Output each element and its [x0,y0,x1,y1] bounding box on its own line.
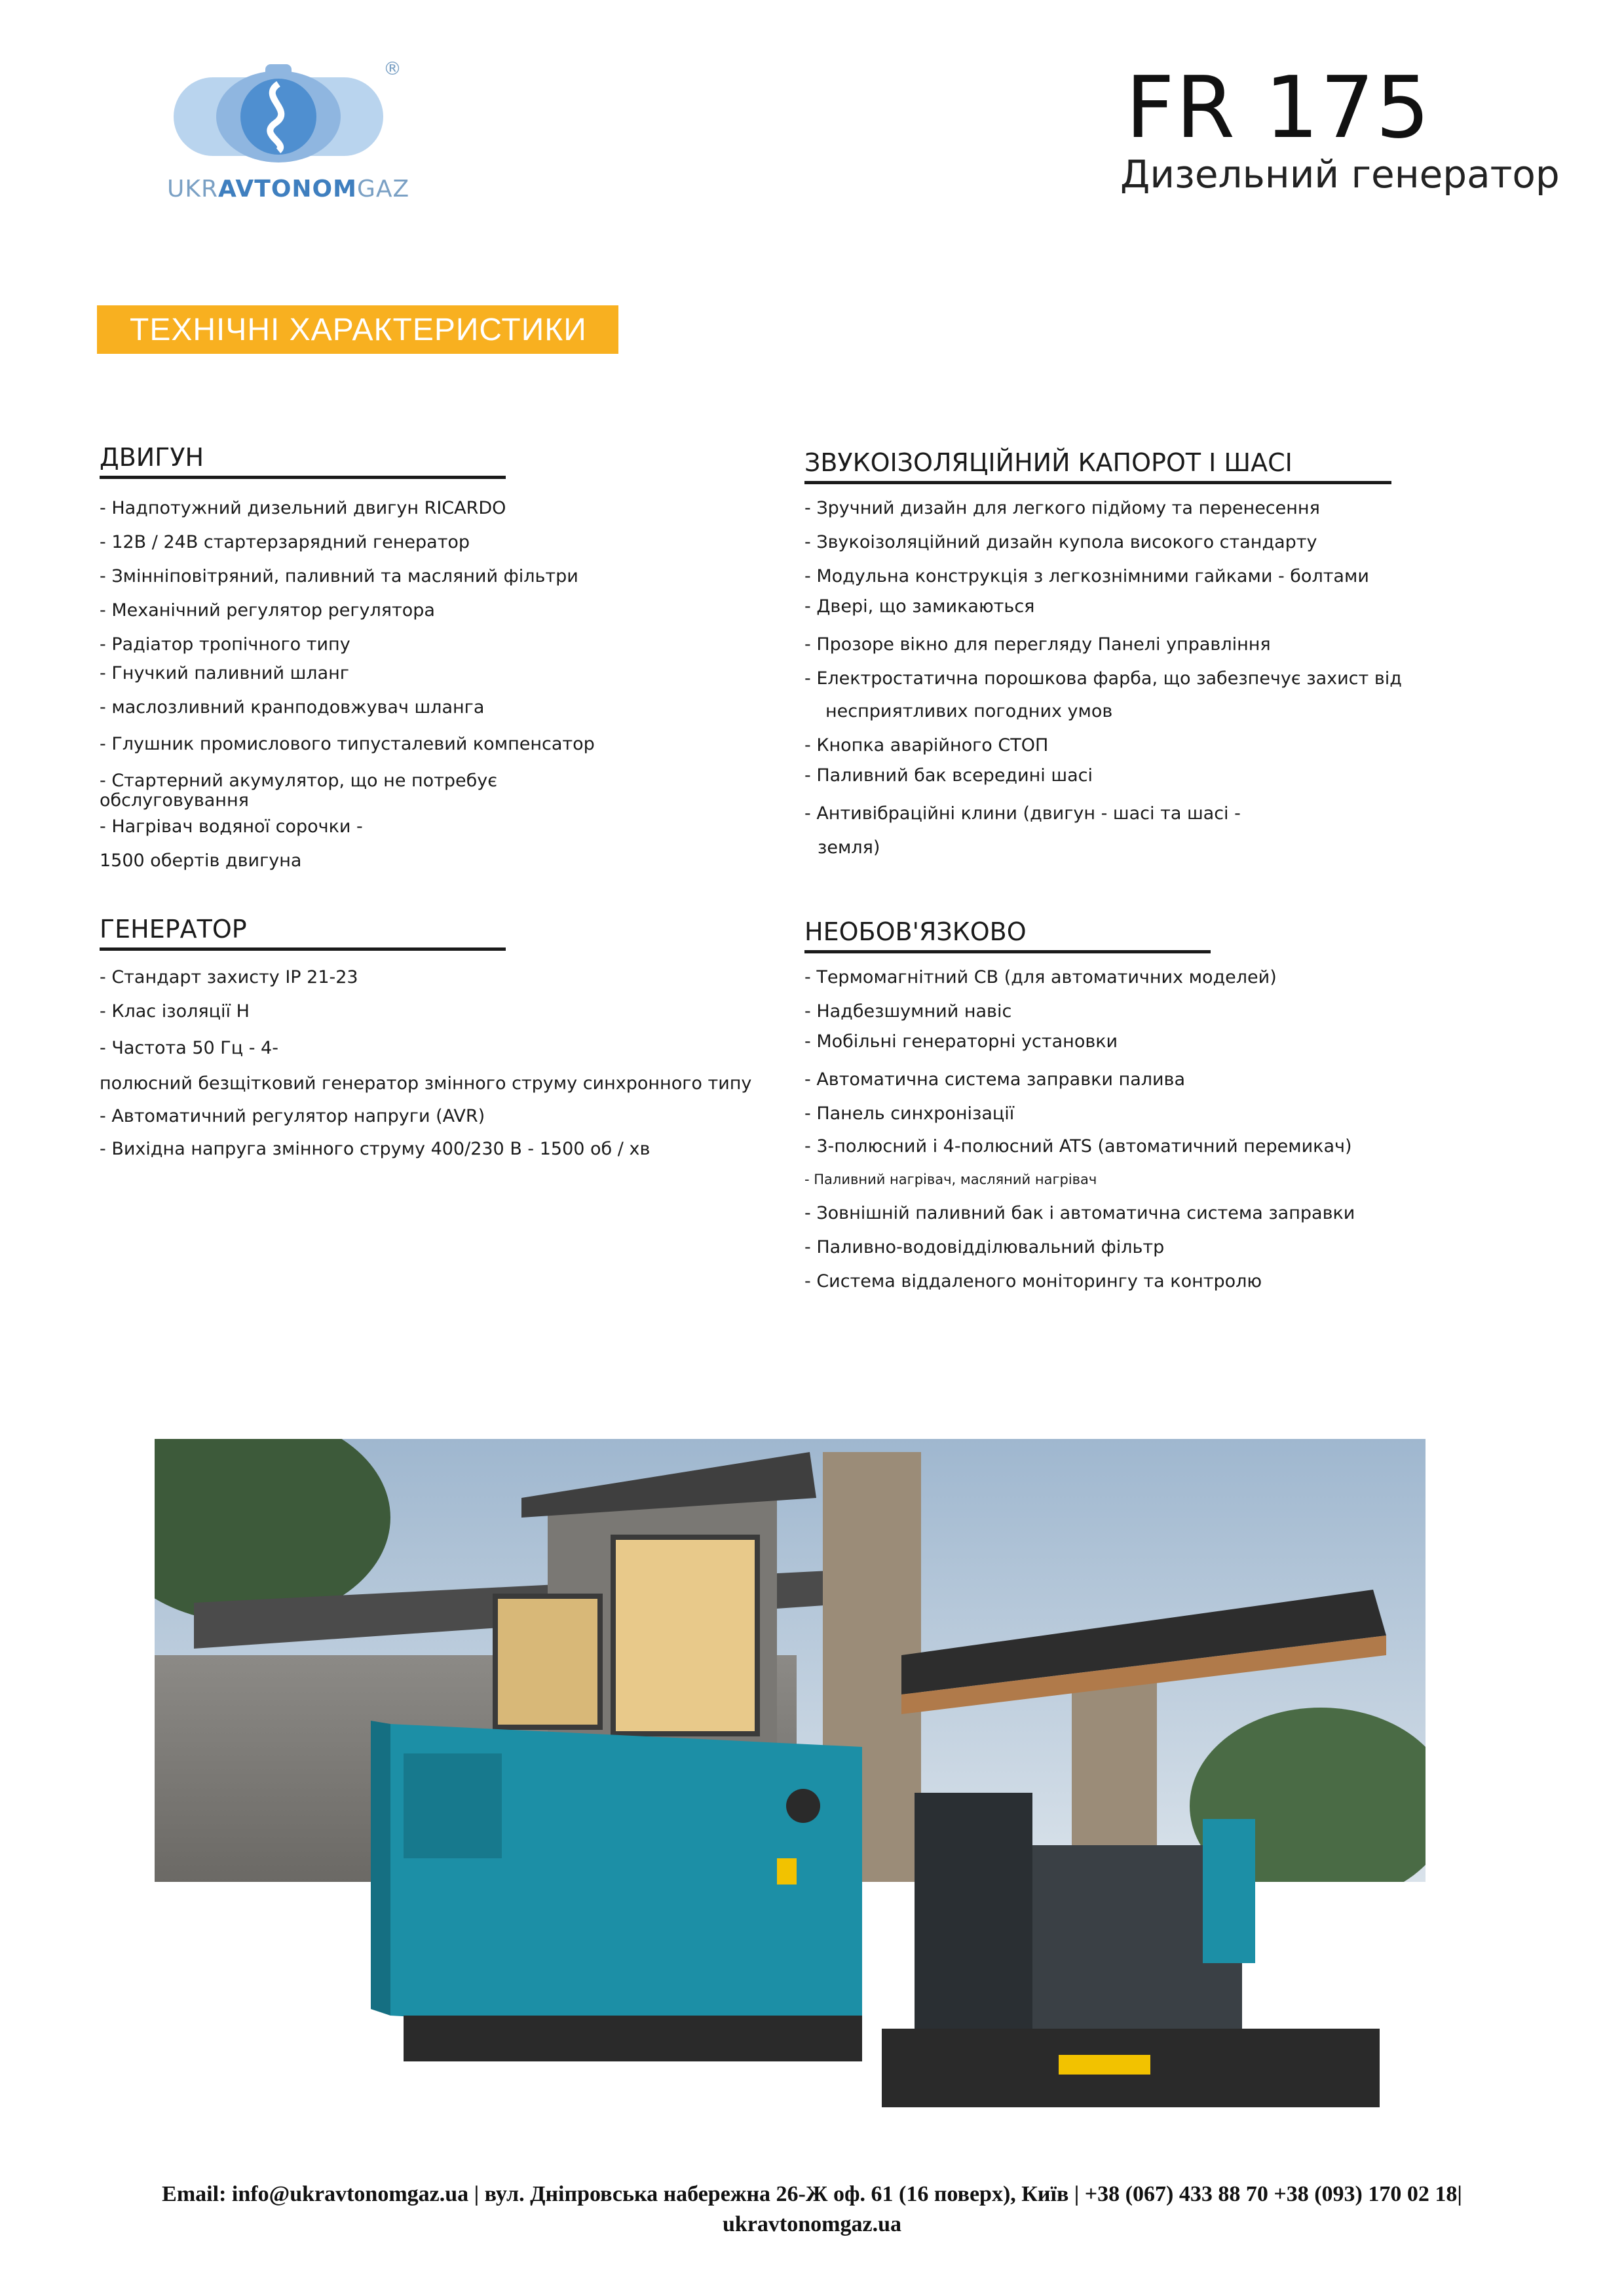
list-item: - Стартерний акумулятор, що не потребує [100,771,498,791]
list-item: - Частота 50 Гц - 4- [100,1038,278,1058]
list-item: - Надпотужний дизельний двигун RICARDO [100,498,506,518]
product-photo [155,1439,1426,2133]
list-item: 1500 обертів двигуна [100,851,302,871]
list-item: - Двері, що замикаються [804,596,1035,617]
optional-heading: НЕОБОВ'ЯЗКОВО [804,917,1027,946]
list-item: - Прозоре вікно для перегляду Панелі управління [804,634,1271,655]
canopy-heading: ЗВУКОІЗОЛЯЦІЙНИЙ КАПОРОТ І ШАСІ [804,448,1293,477]
specs-banner [97,305,618,354]
list-item: полюсний безщітковий генератор змінного струму синхронного типу [100,1073,752,1094]
list-item: - Автоматична система заправки палива [804,1069,1186,1090]
canopy-section [804,448,1391,484]
list-item: - Кнопка аварійного СТОП [804,735,1049,756]
list-item: - Глушник промислового типусталевий компенсатор [100,734,595,754]
list-item: - Мобільні генераторні установки [804,1031,1118,1052]
company-logo [167,58,416,208]
list-item: - маслозливний кранподовжувач шланга [100,697,485,718]
product-subtitle: Дизельний генератор [1120,152,1560,197]
list-item: - Зручний дизайн для легкого підйому та перенесення [804,498,1320,518]
list-item: - Клас ізоляції H [100,1001,250,1022]
generator-heading: ГЕНЕРАТОР [100,915,247,944]
list-item: - Паливний нагрівач, масляний нагрівач [804,1172,1097,1187]
list-item: - Панель синхронізації [804,1103,1015,1124]
footer-website: ukravtonomgaz.ua [723,2212,901,2236]
list-item: - Вихідна напруга змінного струму 400/230 В - 1500 об / хв [100,1139,651,1159]
model-title: FR 175 [1125,58,1431,157]
list-item: - 12В / 24В стартерзарядний генератор [100,532,470,552]
list-item: - Зовнішній паливний бак і автоматична система заправки [804,1203,1355,1223]
list-item: - Радіатор тропічного типу [100,634,350,655]
engine-section [100,443,506,479]
optional-section [804,917,1211,953]
generator-section [100,915,506,951]
list-item: - Антивібраційні клини (двигун - шасі та шасі - [804,803,1241,824]
logo-wordmark: UKRAVTONOMGAZ [167,176,410,202]
footer-contacts: Email: info@ukravtonomgaz.ua | вул. Дніпровська набережна 26-Ж оф. 61 (16 поверх), Київ | +38 (067) 433 88 70 +38 (093) 170 02 18| [162,2182,1462,2206]
list-item: - Механічний регулятор регулятора [100,600,435,621]
list-item: - Автоматичний регулятор напруги (AVR) [100,1106,485,1126]
section-divider [804,481,1391,484]
list-item: - Змінніповітряний, паливний та масляний фільтри [100,566,578,586]
list-item: земля) [818,837,880,858]
section-divider [100,947,506,951]
specs-banner-label: ТЕХНІЧНІ ХАРАКТЕРИСТИКИ [130,313,587,347]
list-item: - 3-полюсний і 4-полюсний ATS (автоматичний перемикач) [804,1136,1352,1157]
list-item: - Звукоізоляційний дизайн купола високого стандарту [804,532,1317,552]
list-item: - Гнучкий паливний шланг [100,663,349,683]
list-item: - Електростатична порошкова фарба, що забезпечує захист від [804,668,1402,689]
engine-heading: ДВИГУН [100,443,204,472]
list-item: - Нагрівач водяної сорочки - [100,816,363,837]
logo-emblem [167,58,416,176]
section-divider [100,476,506,479]
list-item: - Стандарт захисту IP 21-23 [100,967,358,987]
list-item: несприятливих погодних умов [825,701,1113,721]
list-item: - Паливний бак всередині шасі [804,765,1093,786]
registered-mark: ® [383,58,402,79]
contact-footer [0,2179,1624,2240]
section-divider [804,950,1211,953]
list-item: - Модульна конструкція з легкознімними гайками - болтами [804,566,1369,586]
list-item: - Надбезшумний навіс [804,1001,1012,1022]
list-item: - Система віддаленого моніторингу та контролю [804,1271,1262,1292]
list-item: - Термомагнітний CB (для автоматичних моделей) [804,967,1277,987]
list-item: обслуговування [100,790,249,811]
list-item: - Паливно-водовідділювальний фільтр [804,1237,1165,1257]
